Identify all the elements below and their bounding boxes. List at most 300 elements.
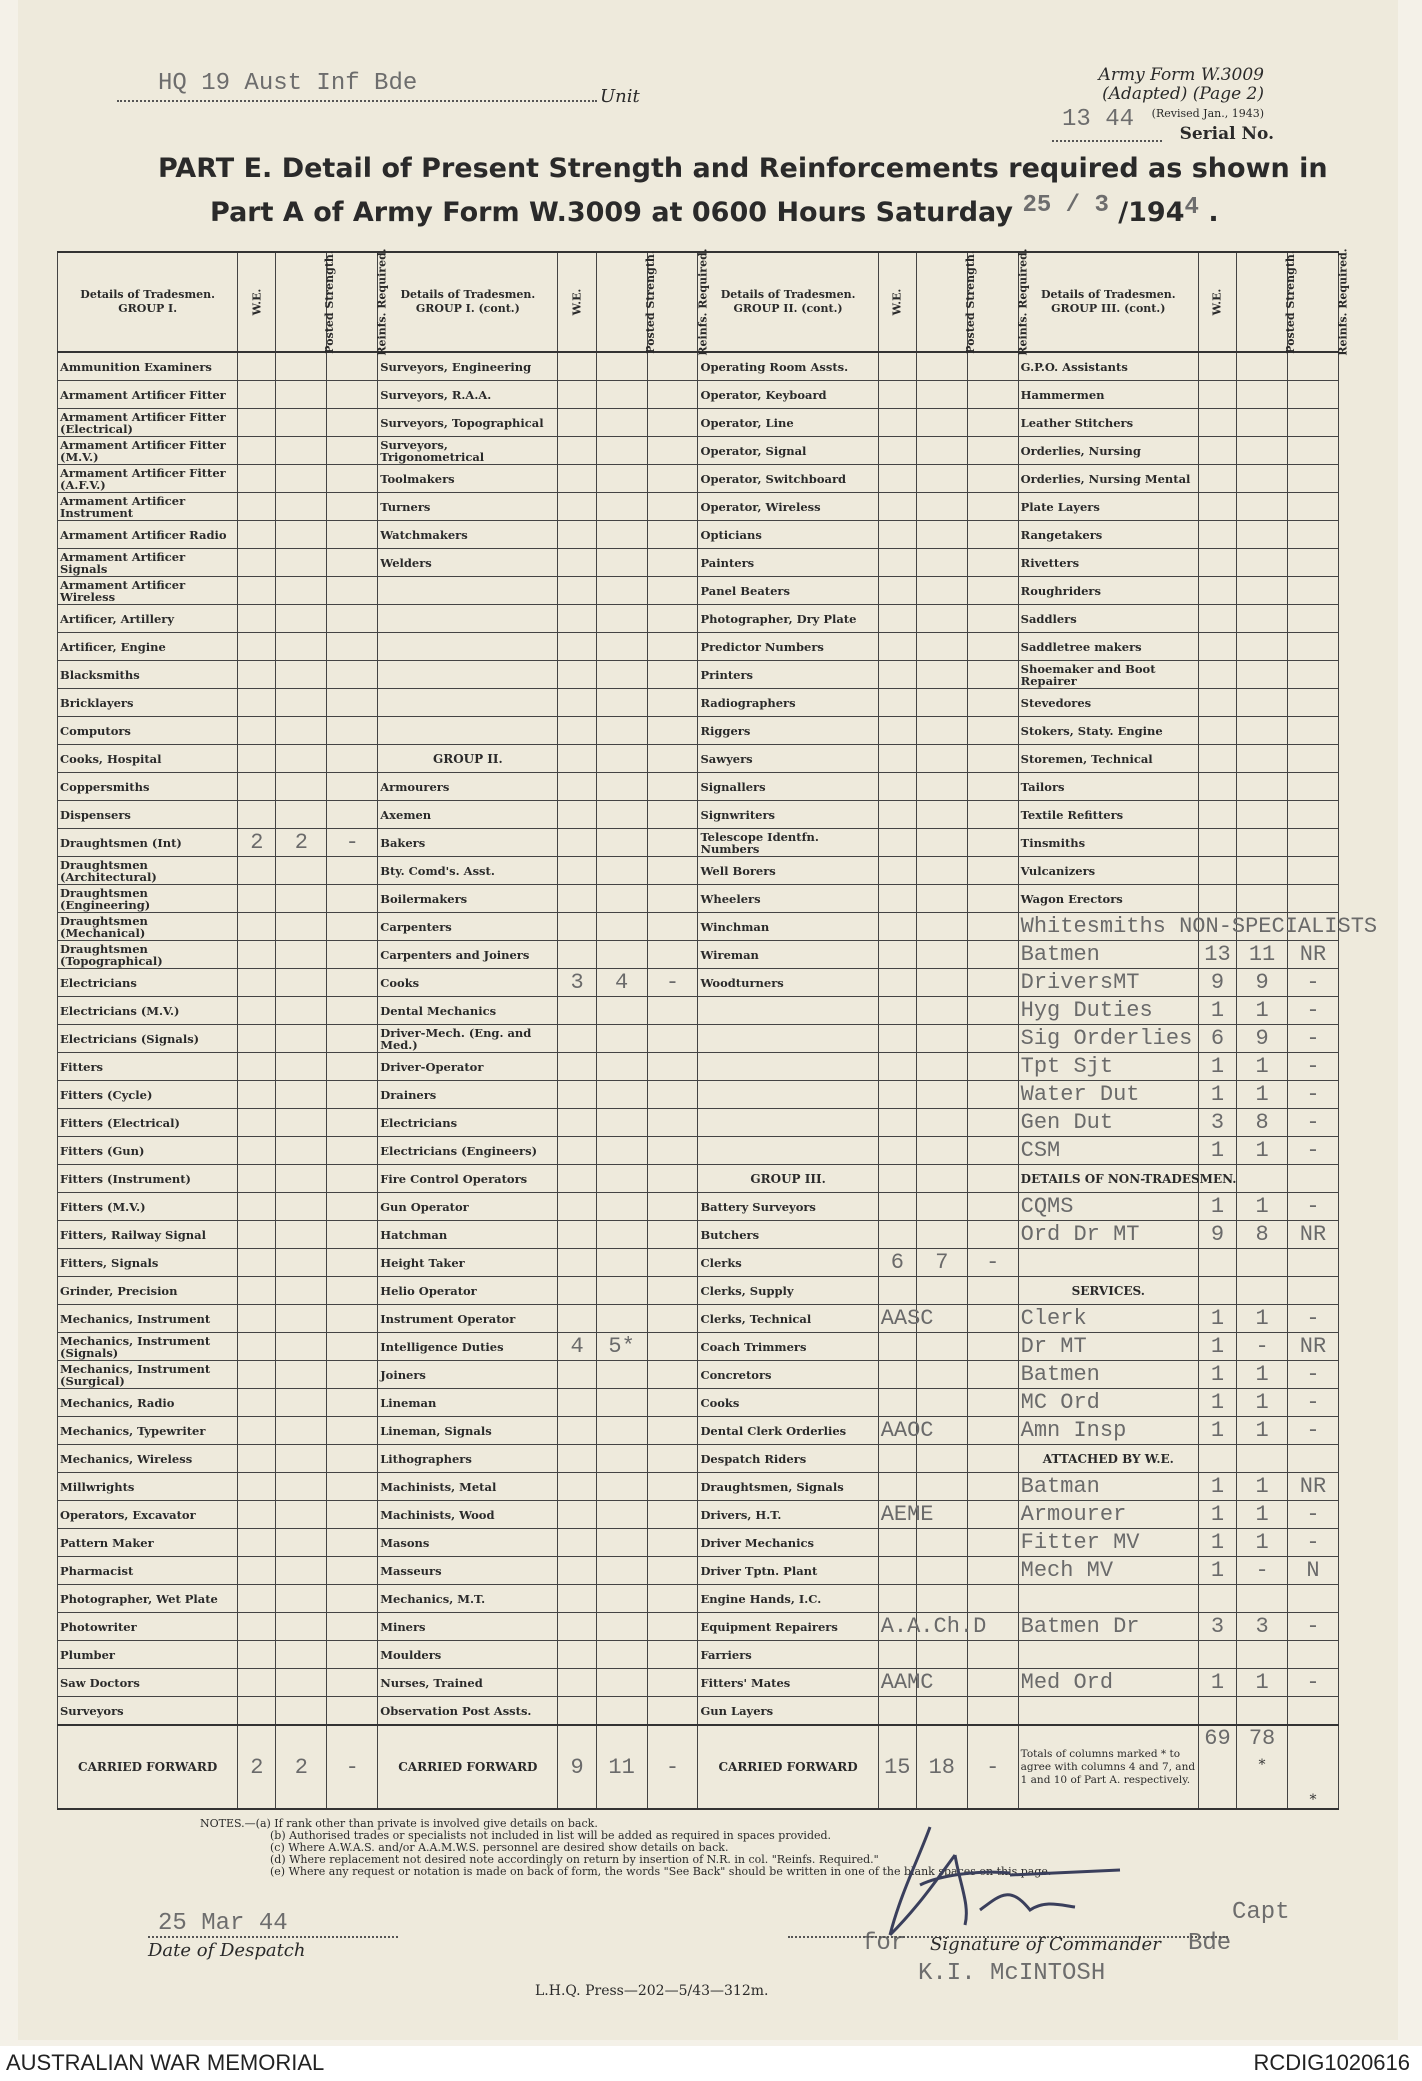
posted-cell-g1c [596,1445,647,1473]
we-cell-g2c [878,1221,916,1249]
we-cell-g1c [558,465,596,493]
reinfs-cell-g2c [967,1109,1018,1137]
reinfs-cell-g2c [967,437,1018,465]
posted-cell-g1c [596,829,647,857]
trade-label-g1c: Electricians [378,1109,558,1137]
reinfs-cell-g1c [647,381,698,409]
trade-label-g1: Armament Artificer Fitter [58,381,238,409]
note-b: (b) Authorised trades or specialists not included in list will be added as required in spaces provided. [270,1829,832,1842]
we-cell-g3c [1198,437,1236,465]
trade-label-g1: Grinder, Precision [58,1277,238,1305]
reinfs-cell-g3c [1287,437,1338,465]
posted-cell-g1 [276,577,327,605]
we-cell-g2c: AAOC [878,1417,916,1445]
reinfs-cell-g1c [647,857,698,885]
trade-label-g2c: Operator, Switchboard [698,465,878,493]
table-row [58,1165,1339,1193]
reinfs-cell-g1 [327,857,378,885]
we-cell-g1c [558,1529,596,1557]
reinfs-cell-g1c [647,1529,698,1557]
posted-cell-g1 [276,1053,327,1081]
posted-cell-g3c [1237,829,1288,857]
trade-label-g1c: Cooks [378,969,558,997]
posted-cell-g3c [1237,549,1288,577]
total-posted-value: 78 [1248,1726,1276,1751]
reinfs-cell-g2c [967,801,1018,829]
table-row [58,661,1339,689]
trade-label-g1: Dispensers [58,801,238,829]
posted-cell-g2c [916,437,967,465]
header-group-1: Details of Tradesmen. GROUP I. [58,252,238,352]
reinfs-cell-g3c [1287,381,1338,409]
reinfs-cell-g1c [647,1305,698,1333]
trade-label-g1: Armament Artificer Fitter (M.V.) [58,437,238,465]
reinfs-cell-g1 [327,801,378,829]
note-d: (d) Where replacement not desired note accordingly on return by insertion of N.R. in col. "Reinfs. Required." [270,1853,879,1866]
cf-g2c-reinfs: - [967,1725,1018,1809]
we-cell-g1 [238,913,276,941]
posted-cell-g1c [596,1193,647,1221]
trade-label-g2c: Driver Tptn. Plant [698,1557,878,1585]
posted-cell-g2c [916,493,967,521]
reinfs-cell-g1c [647,1221,698,1249]
trade-label-g1: Fitters (M.V.) [58,1193,238,1221]
posted-cell-g2c [916,521,967,549]
trade-label-g3c: Water Dut [1018,1081,1198,1109]
we-cell-g1c [558,857,596,885]
reinfs-cell-g2c [967,941,1018,969]
despatch-date-line [148,1936,398,1938]
reinfs-cell-g1 [327,1165,378,1193]
posted-cell-g3c [1237,352,1288,381]
posted-cell-g2c [916,1221,967,1249]
trade-label-g1: Fitters [58,1053,238,1081]
trade-label-g2c: Riggers [698,717,878,745]
trade-label-g1: Computors [58,717,238,745]
trade-label-g3c: Stokers, Staty. Engine [1018,717,1198,745]
posted-cell-g2c [916,633,967,661]
reinfs-cell-g1c [647,1137,698,1165]
trade-label-g1: Electricians (Signals) [58,1025,238,1053]
trade-label-g1: Mechanics, Instrument (Surgical) [58,1361,238,1389]
trade-label-g2c: Signallers [698,773,878,801]
we-cell-g3c: 3 [1198,1613,1236,1641]
trade-label-g1c: Surveyors, Trigonometrical [378,437,558,465]
we-cell-g3c: 1 [1198,997,1236,1025]
we-cell-g3c: 1 [1198,1389,1236,1417]
table-row [58,549,1339,577]
archive-id: RCDIG1020616 [1253,2050,1410,2075]
despatch-date-label: Date of Despatch [148,1940,306,1961]
reinfs-cell-g1c [647,352,698,381]
posted-cell-g1 [276,941,327,969]
reinfs-cell-g3c [1287,605,1338,633]
we-cell-g1c [558,1613,596,1641]
reinfs-cell-g3c: - [1287,1529,1338,1557]
trade-label-g1c: Bty. Comd's. Asst. [378,857,558,885]
posted-cell-g1 [276,1165,327,1193]
we-cell-g3c [1198,1641,1236,1669]
reinfs-cell-g2c [967,1305,1018,1333]
section-heading: GROUP III. [698,1165,878,1193]
we-cell-g2c [878,1529,916,1557]
reinfs-cell-g1c [647,1501,698,1529]
reinfs-cell-g1c [647,997,698,1025]
trade-label-g3c: Saddlers [1018,605,1198,633]
reinfs-cell-g1 [327,633,378,661]
reinfs-cell-g1c [647,521,698,549]
trade-label-g1: Millwrights [58,1473,238,1501]
table-row [58,1613,1339,1641]
posted-cell-g1c [596,1557,647,1585]
we-cell-g2c [878,409,916,437]
posted-cell-g2c [916,352,967,381]
trade-label-g1c: Masseurs [378,1557,558,1585]
trade-label-g1: Fitters (Gun) [58,1137,238,1165]
we-cell-g1 [238,857,276,885]
unit-label: Unit [600,86,640,107]
posted-cell-g3c [1237,745,1288,773]
we-cell-g2c [878,521,916,549]
we-cell-g3c: 9 [1198,969,1236,997]
trade-label-g1c: Fire Control Operators [378,1165,558,1193]
posted-cell-g3c [1237,689,1288,717]
we-cell-g1c [558,661,596,689]
reinfs-cell-g1c [647,1613,698,1641]
trade-label-g3c: Ord Dr MT [1018,1221,1198,1249]
trade-label-g1c: Surveyors, R.A.A. [378,381,558,409]
trade-label-g1c [378,717,558,745]
trade-label-g1: Bricklayers [58,689,238,717]
table-row [58,1417,1339,1445]
trade-label-g2c: Fitters' Mates [698,1669,878,1697]
reinfs-cell-g3c: - [1287,1053,1338,1081]
reinfs-cell-g3c [1287,577,1338,605]
reinfs-cell-g1c [647,1697,698,1726]
trade-label-g1c: Driver-Mech. (Eng. and Med.) [378,1025,558,1053]
we-cell-g3c [1198,1277,1236,1305]
reinfs-cell-g3c [1287,352,1338,381]
trade-label-g1c: Electricians (Engineers) [378,1137,558,1165]
we-cell-g2c [878,1277,916,1305]
we-cell-g2c [878,465,916,493]
trade-label-g1c: Turners [378,493,558,521]
trade-label-g1c: Gun Operator [378,1193,558,1221]
reinfs-cell-g1c [647,1557,698,1585]
we-cell-g3c [1198,745,1236,773]
serial-line [1052,140,1162,142]
reinfs-cell-g1 [327,941,378,969]
we-cell-g3c [1198,1249,1236,1277]
reinfs-cell-g2c [967,661,1018,689]
despatch-date-typed: 25 Mar 44 [158,1910,288,1937]
reinfs-cell-g1c [647,1641,698,1669]
posted-cell-g1 [276,493,327,521]
we-cell-g1c [558,801,596,829]
reinfs-cell-g1 [327,717,378,745]
strength-table [57,248,1378,1810]
we-cell-g3c [1198,717,1236,745]
we-cell-g1c [558,1389,596,1417]
we-cell-g1 [238,352,276,381]
trade-label-g1c: Intelligence Duties [378,1333,558,1361]
we-cell-g1c [558,1361,596,1389]
trade-label-g3c: Gen Dut [1018,1109,1198,1137]
posted-cell-g3c: 1 [1237,1193,1288,1221]
reinfs-cell-g1 [327,409,378,437]
posted-cell-g1c [596,521,647,549]
table-row [58,1361,1339,1389]
posted-cell-g1 [276,1697,327,1726]
trade-label-g2c [698,1109,878,1137]
reinfs-cell-g1c [647,1193,698,1221]
reinfs-cell-g3c [1287,633,1338,661]
table-row [58,689,1339,717]
we-cell-g3c [1198,381,1236,409]
reinfs-cell-g2c [967,969,1018,997]
we-cell-g2c [878,577,916,605]
reinfs-cell-g1 [327,1053,378,1081]
posted-cell-g1 [276,1641,327,1669]
trade-label-g1: Photographer, Wet Plate [58,1585,238,1613]
trade-label-g3c: Whitesmiths NON-SPECIALISTS [1018,913,1198,941]
we-cell-g2c [878,941,916,969]
we-cell-g2c [878,717,916,745]
reinfs-cell-g3c [1287,885,1338,913]
reinfs-cell-g1 [327,913,378,941]
posted-cell-g1 [276,857,327,885]
form-adapted: (Adapted) (Page 2) [1102,84,1264,104]
trade-label-g1c: Helio Operator [378,1277,558,1305]
trade-label-g1: Armament Artificer Fitter (Electrical) [58,409,238,437]
table-row [58,773,1339,801]
trade-label-g1c: Surveyors, Topographical [378,409,558,437]
we-cell-g1c [558,1585,596,1613]
posted-cell-g3c [1237,437,1288,465]
trade-label-g2c [698,1053,878,1081]
posted-cell-g1c [596,381,647,409]
we-cell-g1 [238,1305,276,1333]
reinfs-cell-g1 [327,997,378,1025]
we-cell-g1c [558,577,596,605]
posted-cell-g1c [596,1221,647,1249]
trade-label-g2c: Coach Trimmers [698,1333,878,1361]
we-cell-g1c [558,1025,596,1053]
we-cell-g1c [558,1165,596,1193]
we-cell-g1 [238,1053,276,1081]
posted-cell-g1c [596,1165,647,1193]
trade-label-g2c: Radiographers [698,689,878,717]
we-cell-g2c [878,549,916,577]
we-cell-g2c: AAMC [878,1669,916,1697]
we-cell-g2c [878,745,916,773]
reinfs-cell-g3c: - [1287,1389,1338,1417]
posted-cell-g1 [276,745,327,773]
posted-cell-g1 [276,1557,327,1585]
reinfs-cell-g3c: - [1287,1361,1338,1389]
posted-cell-g1c [596,801,647,829]
trade-label-g1: Saw Doctors [58,1669,238,1697]
we-cell-g1c [558,1109,596,1137]
table-row [58,521,1339,549]
trade-label-g3c: Amn Insp [1018,1417,1198,1445]
for-typed: for [862,1930,906,1957]
reinfs-cell-g2c [967,1669,1018,1697]
title-date-typed: 25 / 3 [1022,192,1109,219]
title-year-typed: 4 [1184,194,1199,221]
posted-cell-g1c [596,1137,647,1165]
trade-label-g3c: Rivetters [1018,549,1198,577]
posted-cell-g3c [1237,1277,1288,1305]
we-cell-g3c [1198,549,1236,577]
posted-cell-g2c [916,1053,967,1081]
we-cell-g1c [558,493,596,521]
reinfs-cell-g2c [967,689,1018,717]
table-row [58,941,1339,969]
reinfs-cell-g1c [647,493,698,521]
posted-cell-g2c [916,1165,967,1193]
we-cell-g1 [238,1445,276,1473]
posted-cell-g2c [916,549,967,577]
posted-cell-g2c [916,857,967,885]
total-posted-asterisk: * [1258,1757,1266,1773]
posted-cell-g2c [916,997,967,1025]
trade-label-g2c: Wireman [698,941,878,969]
reinfs-cell-g1c [647,885,698,913]
trade-label-g2c: Printers [698,661,878,689]
we-cell-g2c [878,605,916,633]
reinfs-cell-g1 [327,352,378,381]
reinfs-cell-g1 [327,1697,378,1726]
header-posted: Posted Strength. [276,252,327,352]
we-cell-g3c [1198,409,1236,437]
we-cell-g3c [1198,689,1236,717]
trade-label-g1c: Lineman [378,1389,558,1417]
we-cell-g1 [238,493,276,521]
posted-cell-g3c: 3 [1237,1613,1288,1641]
trade-label-g1: Pattern Maker [58,1529,238,1557]
cf-g2c-we: 15 [878,1725,916,1809]
reinfs-cell-g1 [327,1277,378,1305]
reinfs-cell-g3c: NR [1287,1473,1338,1501]
posted-cell-g2c [916,689,967,717]
we-cell-g1c [558,437,596,465]
posted-cell-g1 [276,1081,327,1109]
posted-cell-g2c [916,605,967,633]
table-row [58,801,1339,829]
reinfs-cell-g2c [967,1389,1018,1417]
reinfs-cell-g2c [967,1081,1018,1109]
reinfs-cell-g2c [967,493,1018,521]
header-we: W.E. [558,252,596,352]
trade-label-g1c [378,577,558,605]
posted-cell-g1c [596,885,647,913]
we-cell-g2c [878,801,916,829]
posted-cell-g3c [1237,409,1288,437]
posted-cell-g2c [916,745,967,773]
trade-label-g1: Mechanics, Instrument [58,1305,238,1333]
reinfs-cell-g2c [967,1585,1018,1613]
trade-label-g3c: Roughriders [1018,577,1198,605]
we-cell-g1 [238,577,276,605]
header-we: W.E. [238,252,276,352]
header-reinfs: Reinfs. Required. [327,252,378,352]
trade-label-g2c: Engine Hands, I.C. [698,1585,878,1613]
we-cell-g2c [878,1473,916,1501]
posted-cell-g1c [596,1669,647,1697]
reinfs-cell-g3c [1287,745,1338,773]
trade-label-g1: Fitters (Cycle) [58,1081,238,1109]
reinfs-cell-g3c [1287,1249,1338,1277]
trade-label-g1: Photowriter [58,1613,238,1641]
trade-label-g3c: G.P.O. Assistants [1018,352,1198,381]
we-cell-g2c [878,633,916,661]
carried-forward-label: CARRIED FORWARD [698,1725,878,1809]
reinfs-cell-g2c [967,633,1018,661]
posted-cell-g1c [596,437,647,465]
posted-cell-g1 [276,1585,327,1613]
table-row [58,1529,1339,1557]
cf-g1c-reinfs: - [647,1725,698,1809]
reinfs-cell-g2c [967,1501,1018,1529]
reinfs-cell-g2c [967,1529,1018,1557]
table-row [58,1081,1339,1109]
reinfs-cell-g2c [967,1277,1018,1305]
posted-cell-g1c [596,577,647,605]
we-cell-g1c [558,1669,596,1697]
reinfs-cell-g1 [327,885,378,913]
trade-label-g2c: Concretors [698,1361,878,1389]
table-row [58,1501,1339,1529]
reinfs-cell-g3c [1287,661,1338,689]
reinfs-cell-g2c [967,857,1018,885]
trade-label-g2c: Drivers, H.T. [698,1501,878,1529]
reinfs-cell-g3c: NR [1287,1221,1338,1249]
signature-stroke [890,1827,1120,1935]
we-cell-g1 [238,1025,276,1053]
trade-label-g3c: Dr MT [1018,1333,1198,1361]
we-cell-g1 [238,1137,276,1165]
reinfs-cell-g1: - [327,829,378,857]
we-cell-g1 [238,1249,276,1277]
posted-cell-g3c: 1 [1237,1081,1288,1109]
we-cell-g1c [558,1249,596,1277]
trade-label-g1: Artificer, Artillery [58,605,238,633]
posted-cell-g1c [596,661,647,689]
header-group-3-cont: Details of Tradesmen. GROUP III. (cont.) [1018,252,1198,352]
reinfs-cell-g2c [967,1641,1018,1669]
posted-cell-g1 [276,1473,327,1501]
we-cell-g2c [878,1557,916,1585]
we-cell-g3c [1198,577,1236,605]
posted-cell-g2c [916,1361,967,1389]
trade-label-g3c: Fitter MV [1018,1529,1198,1557]
trade-label-g3c: Stevedores [1018,689,1198,717]
trade-label-g3c: Tailors [1018,773,1198,801]
we-cell-g2c [878,381,916,409]
reinfs-cell-g3c [1287,1277,1338,1305]
table-row [58,1053,1339,1081]
reinfs-cell-g3c [1287,493,1338,521]
form-revised: (Revised Jan., 1943) [1151,107,1264,120]
posted-cell-g2c [916,717,967,745]
trade-label-g1c [378,689,558,717]
posted-cell-g1c: 4 [596,969,647,997]
reinfs-cell-g3c: N [1287,1557,1338,1585]
reinfs-cell-g2c [967,1053,1018,1081]
we-cell-g3c [1198,857,1236,885]
we-cell-g3c [1198,885,1236,913]
